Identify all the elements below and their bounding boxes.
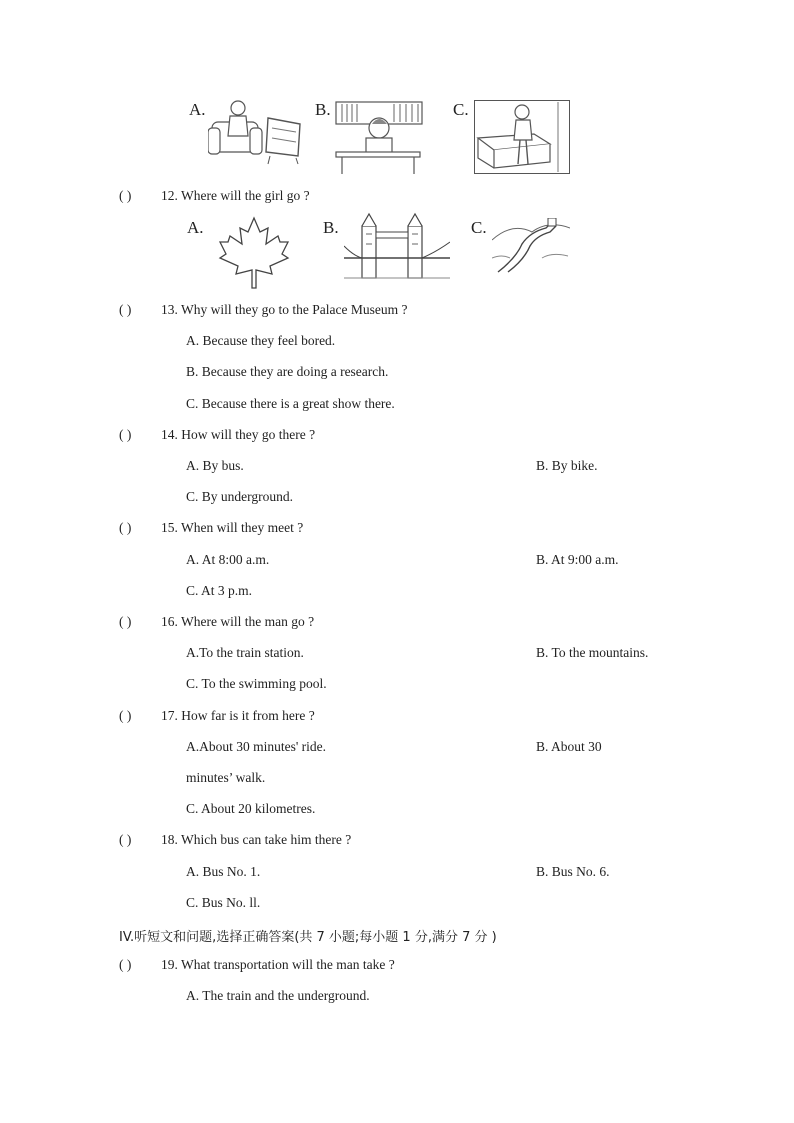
q13-option-b: B. Because they are doing a research. xyxy=(186,364,389,379)
q14-text: 14. How will they go there ? xyxy=(161,427,316,442)
bedroom-picture xyxy=(474,100,570,174)
q13-option-c: C. Because there is a great show there. xyxy=(186,396,395,411)
sofa-tv-picture xyxy=(208,98,306,166)
q14-option-a: A. By bus. xyxy=(186,458,244,473)
q14-bracket[interactable]: ( ) xyxy=(119,427,132,442)
tower-bridge-picture xyxy=(344,212,450,282)
q14-option-c: C. By underground. xyxy=(186,489,293,504)
reading-desk-picture xyxy=(334,100,424,176)
q18-option-a: A. Bus No. 1. xyxy=(186,864,261,879)
q19-text: 19. What transportation will the man take ? xyxy=(161,957,395,972)
q16-option-a: A.To the train station. xyxy=(186,645,304,660)
great-wall-picture xyxy=(492,218,570,276)
q12-option-a-label: A. xyxy=(187,218,204,237)
q18-option-b: B. Bus No. 6. xyxy=(536,864,610,879)
q12-bracket[interactable]: ( ) xyxy=(119,188,132,203)
q16-text: 16. Where will the man go ? xyxy=(161,614,315,629)
maple-leaf-picture xyxy=(216,214,292,290)
q18-text: 18. Which bus can take him there ? xyxy=(161,832,352,847)
q13-text: 13. Why will they go to the Palace Museum ? xyxy=(161,302,408,317)
q13-option-a: A. Because they feel bored. xyxy=(186,333,336,348)
top-option-c-label: C. xyxy=(453,100,469,119)
q19-option-a: A. The train and the underground. xyxy=(186,988,370,1003)
top-option-b-label: B. xyxy=(315,100,331,119)
q15-option-c: C. At 3 p.m. xyxy=(186,583,253,598)
q18-option-c: C. Bus No. ll. xyxy=(186,895,261,910)
q19-bracket[interactable]: ( ) xyxy=(119,957,132,972)
q17-option-b: B. About 30 xyxy=(536,739,602,754)
q17-option-a: A.About 30 minutes' ride. xyxy=(186,739,327,754)
top-option-a-label: A. xyxy=(189,100,206,119)
q12-option-c-label: C. xyxy=(471,218,487,237)
q17-option-c: C. About 20 kilometres. xyxy=(186,801,316,816)
q15-text: 15. When will they meet ? xyxy=(161,520,304,535)
q14-option-b: B. By bike. xyxy=(536,458,598,473)
q16-option-b: B. To the mountains. xyxy=(536,645,649,660)
q17-text: 17. How far is it from here ? xyxy=(161,708,315,723)
q17-bracket[interactable]: ( ) xyxy=(119,708,132,723)
q18-bracket[interactable]: ( ) xyxy=(119,832,132,847)
q13-bracket[interactable]: ( ) xyxy=(119,302,132,317)
section-iv-title: IV.听短文和问题,选择正确答案(共 7 小题;每小题 1 分,满分 7 分 ) xyxy=(119,930,497,945)
q15-option-a: A. At 8:00 a.m. xyxy=(186,552,270,567)
q15-bracket[interactable]: ( ) xyxy=(119,520,132,535)
q12-text: 12. Where will the girl go ? xyxy=(161,188,310,203)
q17-option-b-continued: minutes’ walk. xyxy=(186,770,266,785)
q12-option-b-label: B. xyxy=(323,218,339,237)
q15-option-b: B. At 9:00 a.m. xyxy=(536,552,619,567)
q16-option-c: C. To the swimming pool. xyxy=(186,676,327,691)
q16-bracket[interactable]: ( ) xyxy=(119,614,132,629)
